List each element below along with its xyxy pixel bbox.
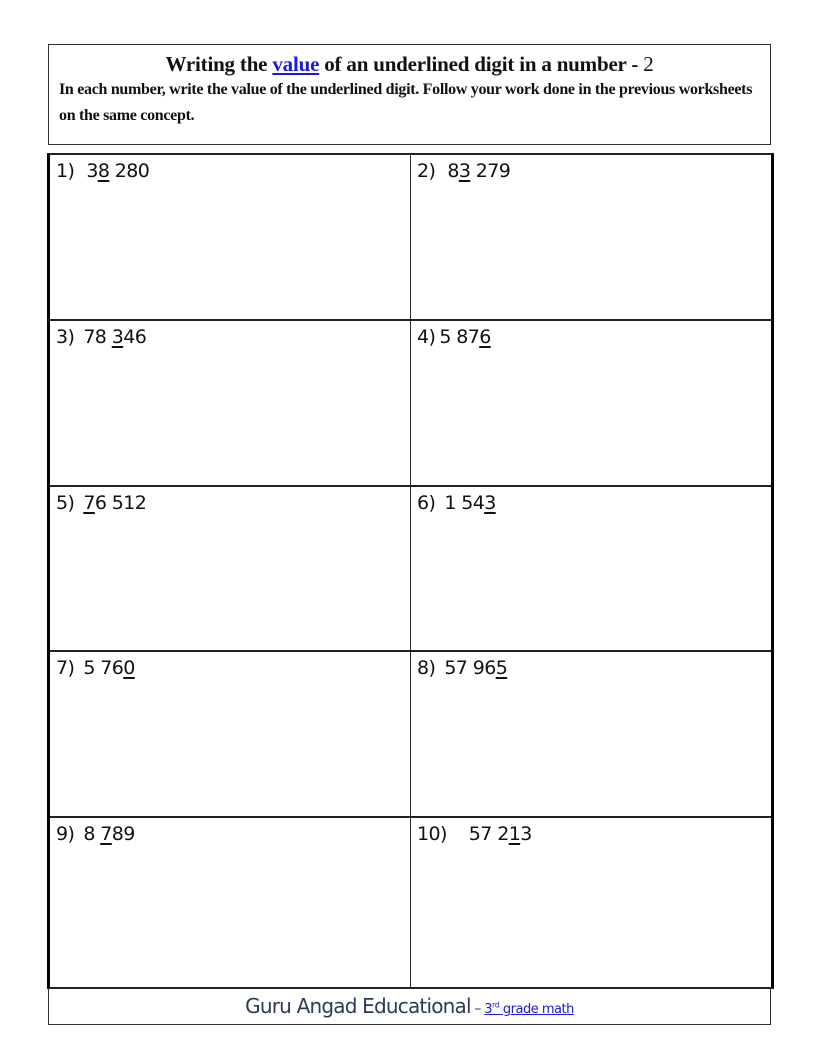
digits-before: 3 xyxy=(86,160,98,182)
underlined-digit: 7 xyxy=(83,492,95,514)
instructions: In each number, write the value of the underlined digit. Follow your work done in the previous worksheets on the same concept. xyxy=(59,81,753,124)
problem-number: 3) xyxy=(56,326,75,348)
problem-number: 6) xyxy=(417,492,436,514)
grade-text: grade math xyxy=(499,1002,574,1017)
worksheet-footer xyxy=(48,989,771,1025)
title-prefix: Writing the xyxy=(165,52,273,76)
worksheet-title xyxy=(49,51,770,77)
problem-cell-6[interactable] xyxy=(411,487,771,650)
underlined-digit: 3 xyxy=(458,160,471,182)
digits-before: 5 76 xyxy=(83,657,124,679)
digits-before: 8 xyxy=(83,823,101,845)
digits-after: 89 xyxy=(111,823,135,845)
problem-cell-5[interactable] xyxy=(50,487,410,650)
digits-before: 5 87 xyxy=(439,326,480,348)
problem-cell-2[interactable] xyxy=(411,155,771,319)
problem-cell-7[interactable] xyxy=(50,652,410,816)
worksheet-header xyxy=(48,44,771,145)
problem-grid xyxy=(47,153,774,989)
problem-cell-1[interactable] xyxy=(50,155,410,319)
problem-cell-3[interactable] xyxy=(50,321,410,485)
digits-after: 279 xyxy=(470,160,511,182)
problem-number: 10) xyxy=(417,823,447,845)
digits-after: 280 xyxy=(109,160,150,182)
underlined-digit: 1 xyxy=(508,823,521,845)
digits-after: 3 xyxy=(520,823,532,845)
problem-cell-8[interactable] xyxy=(411,652,771,816)
footer-dash: – xyxy=(470,1001,485,1017)
worksheet-number: 2 xyxy=(643,52,654,76)
problem-number: 7) xyxy=(56,657,75,679)
problem-cell-10[interactable] xyxy=(411,818,771,987)
underlined-digit: 3 xyxy=(111,326,124,348)
grade-math-link[interactable] xyxy=(484,1002,574,1017)
underlined-digit: 7 xyxy=(100,823,112,845)
problem-number: 4) xyxy=(417,326,436,348)
problem-number: 1) xyxy=(56,160,75,182)
digits-before: 57 96 xyxy=(444,657,496,679)
problem-cell-9[interactable] xyxy=(50,818,410,987)
digits-after: 6 512 xyxy=(94,492,147,514)
grade-number: 3 xyxy=(484,1002,493,1017)
digits-before: 8 xyxy=(447,160,459,182)
problem-cell-4[interactable] xyxy=(411,321,771,485)
grade-ordinal: rd xyxy=(492,1000,500,1010)
problem-number: 9) xyxy=(56,823,75,845)
underlined-digit: 3 xyxy=(484,492,496,514)
problem-number: 8) xyxy=(417,657,436,679)
underlined-digit: 6 xyxy=(479,326,491,348)
digits-after: 46 xyxy=(123,326,147,348)
problem-number: 2) xyxy=(417,160,436,182)
digits-before: 1 54 xyxy=(444,492,485,514)
title-suffix: of an underlined digit in a number - xyxy=(319,52,644,76)
underlined-digit: 0 xyxy=(123,657,135,679)
underlined-digit: 5 xyxy=(495,657,508,679)
brand-name: Guru Angad Educational xyxy=(245,994,471,1018)
problem-number: 5) xyxy=(56,492,75,514)
underlined-digit: 8 xyxy=(97,160,110,182)
digits-before: 78 xyxy=(83,326,112,348)
digits-before: 57 2 xyxy=(468,823,509,845)
value-link[interactable]: value xyxy=(272,52,320,76)
